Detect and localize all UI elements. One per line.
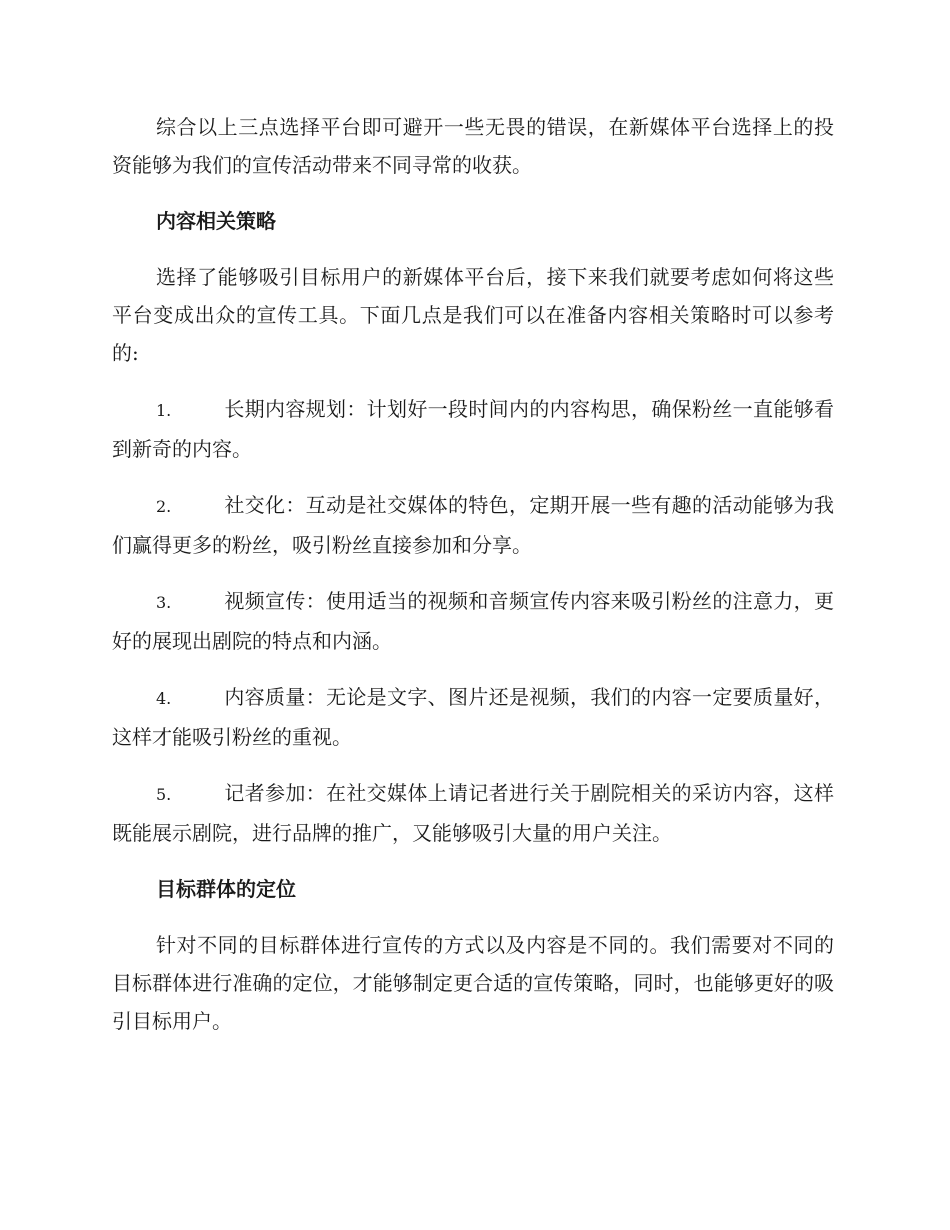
list-item-text: 视频宣传：使用适当的视频和音频宣传内容来吸引粉丝的注意力，更好的展现出剧院的特点和内涵。 [112,589,834,653]
list-number: 3. [156,593,172,612]
section-heading-target-audience: 目标群体的定位 [156,877,296,901]
document-body [112,108,834,1058]
list-number: 5. [156,785,172,804]
list-item-text: 社交化：互动是社交媒体的特色，定期开展一些有趣的活动能够为我们赢得更多的粉丝，吸引粉丝直接参加和分享。 [112,493,834,557]
section-intro-paragraph: 选择了能够吸引目标用户的新媒体平台后，接下来我们就要考虑如何将这些平台变成出众的宣传工具。下面几点是我们可以在准备内容相关策略时可以参考的: [112,265,834,365]
list-item [112,582,834,660]
list-number: 4. [156,689,172,708]
section-heading-content-strategy: 内容相关策略 [156,209,276,233]
list-item [112,486,834,564]
list-item [112,678,834,756]
list-number: 1. [156,401,172,420]
list-item-text: 记者参加：在社交媒体上请记者进行关于剧院相关的采访内容，这样既能展示剧院，进行品牌的推广，又能够吸引大量的用户关注。 [112,781,834,845]
list-item [112,390,834,468]
list-item [112,774,834,852]
intro-paragraph: 综合以上三点选择平台即可避开一些无畏的错误，在新媒体平台选择上的投资能够为我们的宣传活动带来不同寻常的收获。 [112,115,834,177]
list-item-text: 内容质量：无论是文字、图片还是视频，我们的内容一定要质量好，这样才能吸引粉丝的重视。 [112,685,834,749]
list-item-text: 长期内容规划：计划好一段时间内的内容构思，确保粉丝一直能够看到新奇的内容。 [112,397,834,461]
list-number: 2. [156,497,172,516]
section-body-paragraph: 针对不同的目标群体进行宣传的方式以及内容是不同的。我们需要对不同的目标群体进行准确的定位，才能够制定更合适的宣传策略，同时，也能够更好的吸引目标用户。 [112,933,834,1033]
